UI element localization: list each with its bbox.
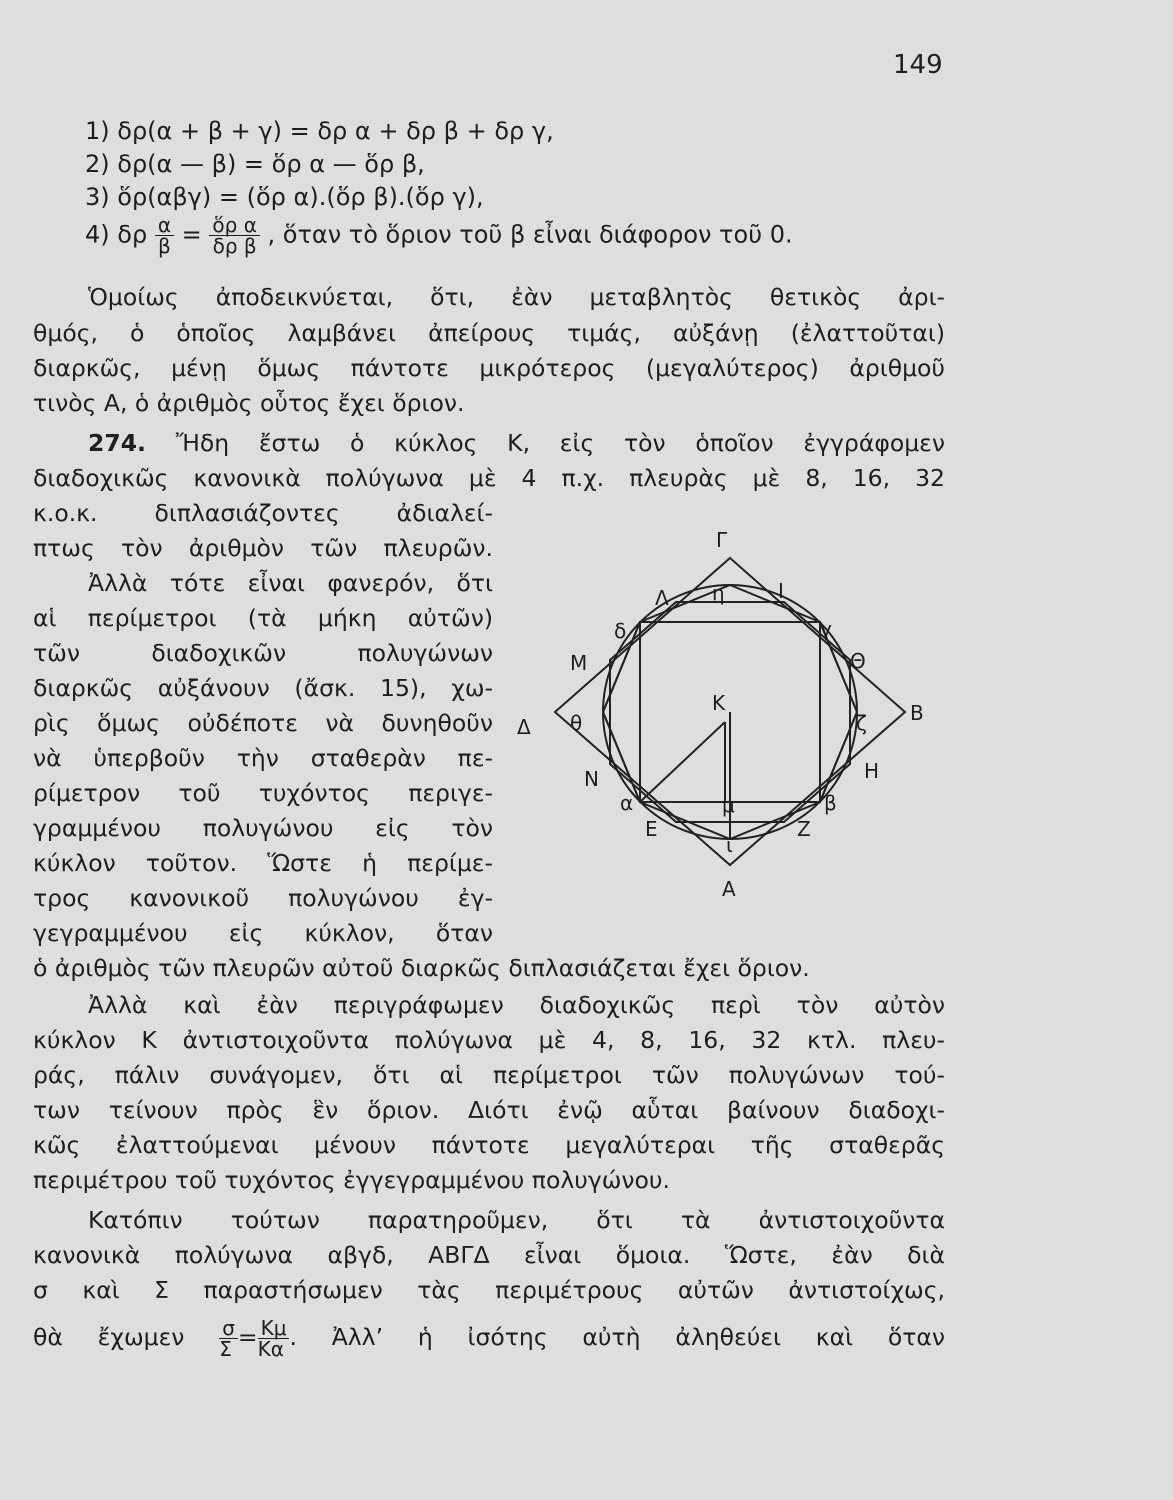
label-alpha: α [620,791,634,815]
fraction-limits [209,215,259,256]
text-line: περιμέτρου τοῦ τυχόντος ἐγγεγραμμένου πολυγώνου. [33,1166,670,1194]
text-line: σ καὶ Σ παραστήσωμεν τὰς περιμέτρους αὐτῶν ἀντιστοίχως, [33,1276,945,1304]
label-beta: β [824,791,837,815]
frac-numerator: Κμ [258,1318,290,1339]
text-line: των τείνουν πρὸς ἓν ὅριον. Διότι ἐνῷ αὗται βαίνουν διαδοχι- [33,1096,945,1124]
label-Zeta: Ζ [797,817,811,841]
text-line [88,428,945,458]
label-Epsilon: Ε [645,817,658,841]
label-zeta: ζ [856,711,867,735]
page-number: 149 [893,50,943,80]
label-delta: δ [614,619,627,643]
text-line: ὁ ἀριθμὸς τῶν πλευρῶν αὐτοῦ διαρκῶς διπλασιάζεται ἔχει ὅριον. [33,954,810,982]
text-line: Ἀλλὰ τότε εἶναι φανερόν, ὅτι [88,569,493,597]
text-line: κ.ο.κ. διπλασιάζοντες ἀδιαλεί- [33,499,493,527]
text-line: ρὶς ὅμως οὐδέποτε νὰ δυνηθοῦν [33,709,493,737]
frac-denominator: β [158,234,171,258]
text-line: ράς, πάλιν συνάγομεν, ὅτι αἱ περίμετροι τῶν πολυγώνων τού- [33,1061,945,1089]
text-line: διαδοχικῶς κανονικὰ πολύγωνα μὲ 4 π.χ. πλευρὰς μὲ 8, 16, 32 [33,464,945,492]
text-line: αἱ περίμετροι (τὰ μήκη αὐτῶν) [33,604,493,632]
label-mu: μ [722,793,735,817]
label-Beta: Β [910,701,924,725]
formula-2: 2) δρ(α — β) = ὅρ α — ὅρ β, [85,150,425,178]
frac-numerator: σ [219,1318,238,1339]
text-line: τινὸς Α, ὁ ἀριθμὸς οὗτος ἔχει ὅριον. [33,389,465,417]
section-number: 274. [88,429,146,457]
label-Iota: Ι [778,579,784,603]
triangle-hyp [640,722,725,802]
label-Theta: Θ [850,649,866,673]
polygon-figure [505,520,945,910]
fraction-alpha-beta [155,215,174,256]
formula-4-suffix: , ὅταν τὸ ὅριον τοῦ β εἶναι διάφορον τοῦ 0. [267,220,793,249]
side-line [820,712,857,802]
frac-numerator: ὅρ α [209,215,259,236]
formula-3: 3) ὅρ(αβγ) = (ὅρ α).(ὅρ β).(ὅρ γ), [85,183,484,211]
text-line: τῶν διαδοχικῶν πολυγώνων [33,639,493,667]
text-line [33,1318,945,1359]
formula-4 [85,215,793,256]
formula-4-prefix: 4) δρ [85,220,148,249]
text-line: τρος κανονικοῦ πολυγώνου ἐγ- [33,884,493,912]
text-line: κύκλον τοῦτον. Ὥστε ἡ περίμε- [33,849,493,877]
text-line: Ἀλλὰ καὶ ἐὰν περιγράφωμεν διαδοχικῶς περὶ τὸν αὐτὸν [88,991,945,1019]
label-Kappa: Κ [712,691,726,715]
text-line: γεγραμμένου εἰς κύκλον, ὅταν [33,919,493,947]
equals-sign: = [237,1323,258,1351]
fraction-sigma [219,1318,238,1359]
label-Lambda: Λ [655,586,669,610]
text-line: κύκλον Κ ἀντιστοιχοῦντα πολύγωνα μὲ 4, 8, 16, 32 κτλ. πλευ- [33,1026,945,1054]
text-line: κῶς ἐλαττούμεναι μένουν πάντοτε μεγαλύτεραι τῆς σταθερᾶς [33,1131,945,1159]
text-line: πτως τὸν ἀριθμὸν τῶν πλευρῶν. [33,534,493,562]
frac-numerator: α [155,215,174,236]
text-line: ρίμετρον τοῦ τυχόντος περιγε- [33,779,493,807]
frac-denominator: Κα [257,1337,284,1361]
text-line: κανονικὰ πολύγωνα αβγδ, ΑΒΓΔ εἶναι ὅμοια. Ὥστε, ἐὰν διὰ [33,1241,945,1269]
label-Nu: Ν [584,767,599,791]
frac-denominator: Σ [219,1337,232,1361]
label-gamma: γ [820,617,832,641]
text-span: . Ἀλλ’ ἡ ἰσότης αὐτὴ ἀληθεύει καὶ ὅταν [289,1323,945,1351]
text-line: Ὁμοίως ἀποδεικνύεται, ὅτι, ἐὰν μεταβλητὸς θετικὸς ἀρι- [88,283,945,311]
side-line [603,712,640,802]
formula-1: 1) δρ(α + β + γ) = δρ α + δρ β + δρ γ, [85,117,554,145]
text-line: διαρκῶς αὐξάνουν (ἄσκ. 15), χω- [33,674,493,702]
fraction-k [258,1318,290,1359]
label-Mu: Μ [570,651,588,675]
text-line: νὰ ὑπερβοῦν τὴν σταθερὰν πε- [33,744,493,772]
label-theta: θ [570,711,583,735]
label-Delta: Δ [517,715,531,739]
text-span: θὰ ἔχωμεν [33,1323,185,1351]
label-iota: ι [726,833,733,857]
text-line: Κατόπιν τούτων παρατηροῦμεν, ὅτι τὰ ἀντιστοιχοῦντα [88,1206,945,1234]
text-line: γραμμένου πολυγώνου εἰς τὸν [33,814,493,842]
label-Alpha: Α [722,877,736,901]
frac-denominator: δρ β [212,234,257,258]
text-line: θμός, ὁ ὁποῖος λαμβάνει ἀπείρους τιμάς, αὐξάνῃ (ἐλαττοῦται) [33,319,945,347]
equals-sign: = [181,220,202,249]
text-span: Ἤδη ἔστω ὁ κύκλος Κ, εἰς τὸν ὁποῖον ἐγγράφομεν [175,429,945,457]
text-line: διαρκῶς, μένῃ ὅμως πάντοτε μικρότερος (μεγαλύτερος) ἀριθμοῦ [33,354,945,382]
label-Eta: Η [864,759,880,783]
label-Gamma: Γ [716,528,728,552]
label-eta: η [712,581,725,605]
